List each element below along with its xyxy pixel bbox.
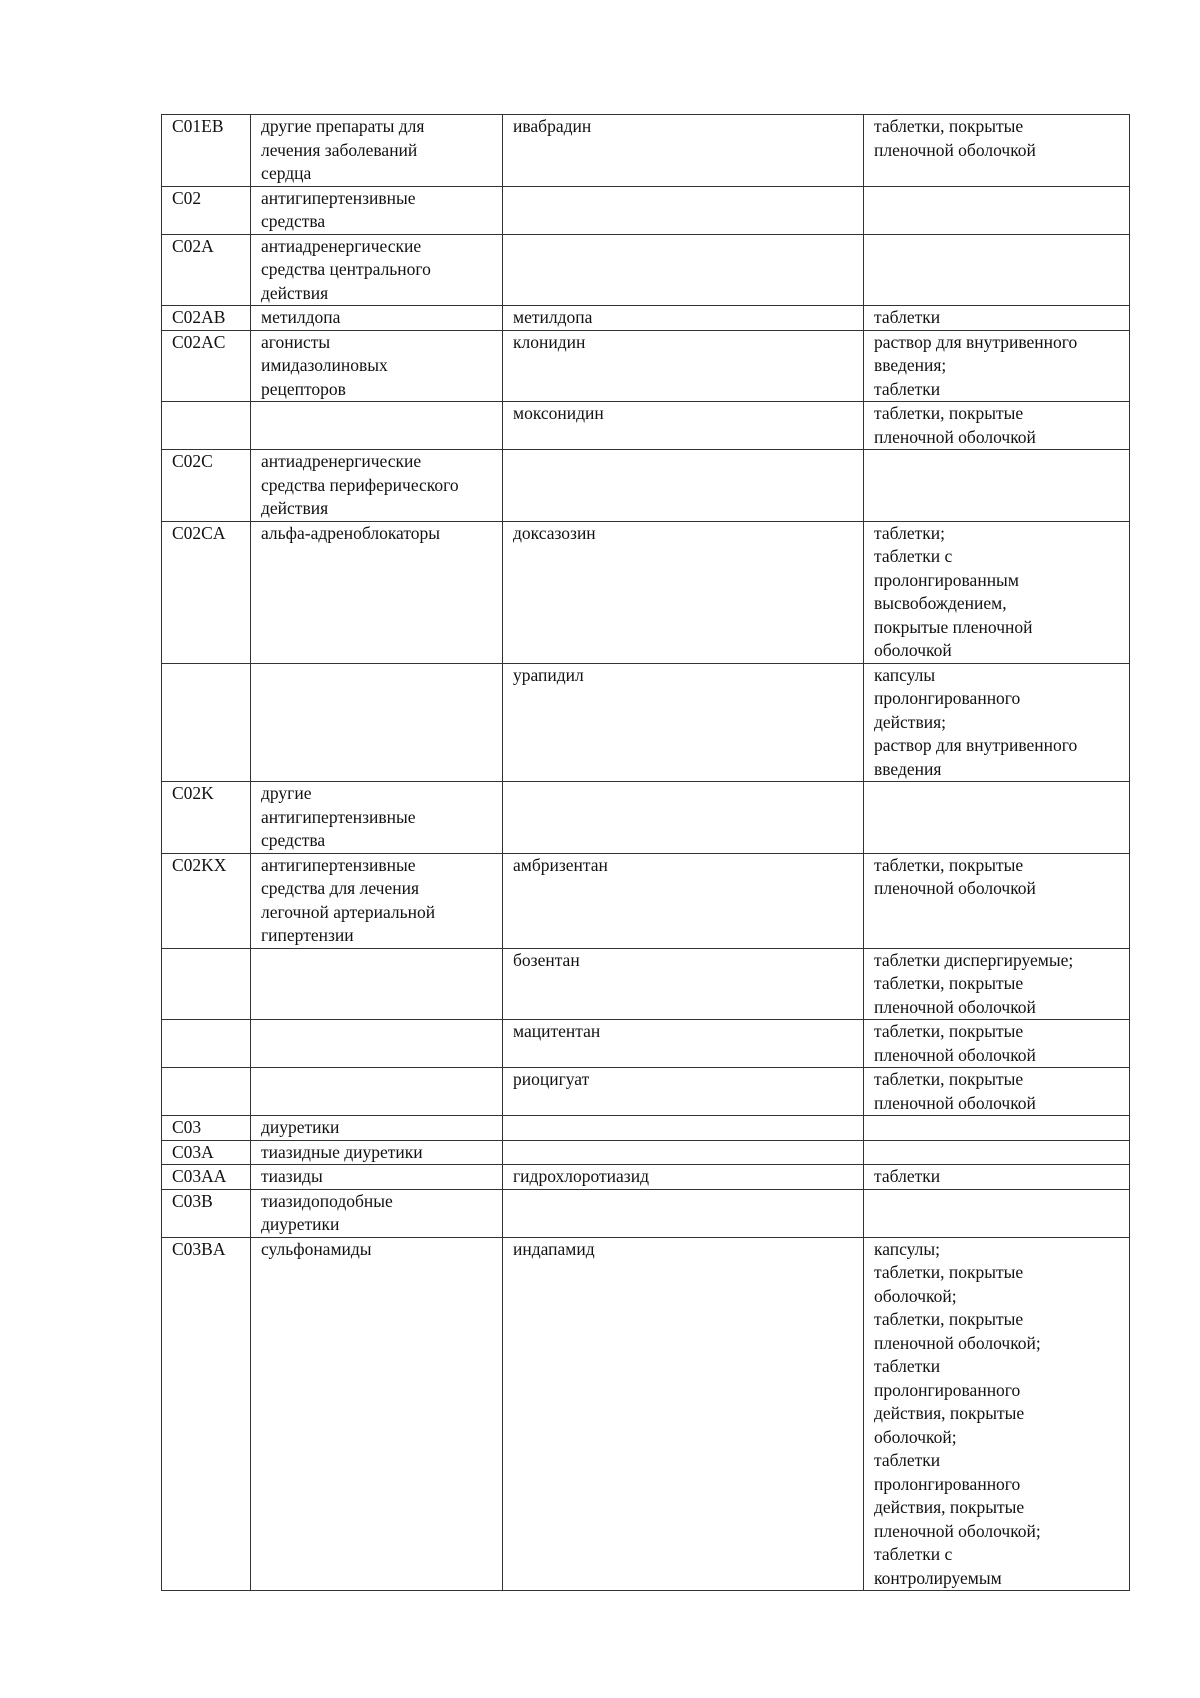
dosage-form-cell (864, 1189, 1130, 1237)
group-cell: другие антигипертензивные средства (251, 782, 503, 854)
table-row (162, 234, 1130, 306)
table-row (162, 402, 1130, 450)
table-row (162, 186, 1130, 234)
dosage-form-cell: таблетки, покрытые пленочной оболочкой (864, 402, 1130, 450)
dosage-form-cell (864, 234, 1130, 306)
drug-name-cell: доксазозин (503, 521, 864, 663)
dosage-form-cell (864, 450, 1130, 522)
group-cell: антигипертензивные средства для лечения легочной артериальной гипертензии (251, 853, 503, 948)
table-row (162, 1237, 1130, 1591)
group-cell: диуретики (251, 1116, 503, 1141)
group-cell (251, 948, 503, 1020)
atc-code-cell: C03 (162, 1116, 251, 1141)
drug-name-cell: гидрохлоротиазид (503, 1165, 864, 1190)
group-cell: тиазидные диуретики (251, 1140, 503, 1165)
drug-name-cell: урапидил (503, 663, 864, 782)
drug-name-cell: ивабрадин (503, 115, 864, 187)
dosage-form-cell: таблетки (864, 1165, 1130, 1190)
table-row (162, 330, 1130, 402)
atc-code-cell (162, 1020, 251, 1068)
table-row (162, 1020, 1130, 1068)
group-cell (251, 402, 503, 450)
group-cell (251, 663, 503, 782)
dosage-form-cell (864, 1116, 1130, 1141)
group-cell: другие препараты для лечения заболеваний сердца (251, 115, 503, 187)
table-row (162, 306, 1130, 331)
group-cell: тиазидоподобные диуретики (251, 1189, 503, 1237)
atc-code-cell: C02C (162, 450, 251, 522)
atc-code-cell: C03BA (162, 1237, 251, 1591)
group-cell: антиадренергические средства центрального действия (251, 234, 503, 306)
table-row (162, 853, 1130, 948)
table-row (162, 450, 1130, 522)
table-row (162, 521, 1130, 663)
atc-code-cell (162, 663, 251, 782)
group-cell: антигипертензивные средства (251, 186, 503, 234)
atc-code-cell: C02KX (162, 853, 251, 948)
table-row (162, 115, 1130, 187)
table-row (162, 1116, 1130, 1141)
atc-code-cell: C03AA (162, 1165, 251, 1190)
atc-code-cell: C01EB (162, 115, 251, 187)
dosage-form-cell: раствор для внутривенного введения; таблетки (864, 330, 1130, 402)
atc-code-cell: C02 (162, 186, 251, 234)
drug-name-cell (503, 1116, 864, 1141)
drug-name-cell: индапамид (503, 1237, 864, 1591)
table-row (162, 948, 1130, 1020)
atc-code-cell: C02AC (162, 330, 251, 402)
dosage-form-cell: таблетки диспергируемые; таблетки, покрытые пленочной оболочкой (864, 948, 1130, 1020)
drug-name-cell: амбризентан (503, 853, 864, 948)
table-row (162, 1165, 1130, 1190)
dosage-form-cell: таблетки, покрытые пленочной оболочкой (864, 1020, 1130, 1068)
dosage-form-cell: таблетки, покрытые пленочной оболочкой (864, 853, 1130, 948)
atc-code-cell (162, 1068, 251, 1116)
group-cell: агонисты имидазолиновых рецепторов (251, 330, 503, 402)
dosage-form-cell: таблетки; таблетки с пролонгированным высвобождением, покрытые пленочной оболочкой (864, 521, 1130, 663)
group-cell: антиадренергические средства периферического действия (251, 450, 503, 522)
drug-name-cell: риоцигуат (503, 1068, 864, 1116)
atc-code-cell: C02A (162, 234, 251, 306)
atc-code-cell: C03A (162, 1140, 251, 1165)
dosage-form-cell: таблетки, покрытые пленочной оболочкой (864, 1068, 1130, 1116)
drug-name-cell: бозентан (503, 948, 864, 1020)
table-row (162, 782, 1130, 854)
drug-name-cell: метилдопа (503, 306, 864, 331)
dosage-form-cell: таблетки, покрытые пленочной оболочкой (864, 115, 1130, 187)
drug-table (161, 114, 1130, 1591)
drug-name-cell: мацитентан (503, 1020, 864, 1068)
drug-name-cell (503, 1189, 864, 1237)
drug-name-cell (503, 234, 864, 306)
drug-name-cell (503, 1140, 864, 1165)
drug-name-cell: моксонидин (503, 402, 864, 450)
group-cell: альфа-адреноблокаторы (251, 521, 503, 663)
dosage-form-cell (864, 782, 1130, 854)
atc-code-cell: C02AB (162, 306, 251, 331)
table-row (162, 663, 1130, 782)
atc-code-cell: C03B (162, 1189, 251, 1237)
drug-name-cell (503, 782, 864, 854)
atc-code-cell: C02CA (162, 521, 251, 663)
table-row (162, 1189, 1130, 1237)
group-cell: метилдопа (251, 306, 503, 331)
group-cell (251, 1068, 503, 1116)
drug-name-cell (503, 186, 864, 234)
atc-code-cell (162, 948, 251, 1020)
drug-name-cell (503, 450, 864, 522)
table-row (162, 1140, 1130, 1165)
atc-code-cell (162, 402, 251, 450)
group-cell (251, 1020, 503, 1068)
atc-code-cell: C02K (162, 782, 251, 854)
dosage-form-cell (864, 186, 1130, 234)
dosage-form-cell: таблетки (864, 306, 1130, 331)
dosage-form-cell (864, 1140, 1130, 1165)
dosage-form-cell: капсулы; таблетки, покрытые оболочкой; таблетки, покрытые пленочной оболочкой; таблетки пролонгированного действия, покрытые оболочкой; таблетки пролонгированного действия, покрытые пленочной оболочкой; таблетки с контролируемым (864, 1237, 1130, 1591)
dosage-form-cell: капсулы пролонгированного действия; раствор для внутривенного введения (864, 663, 1130, 782)
group-cell: тиазиды (251, 1165, 503, 1190)
drug-name-cell: клонидин (503, 330, 864, 402)
table-row (162, 1068, 1130, 1116)
group-cell: сульфонамиды (251, 1237, 503, 1591)
